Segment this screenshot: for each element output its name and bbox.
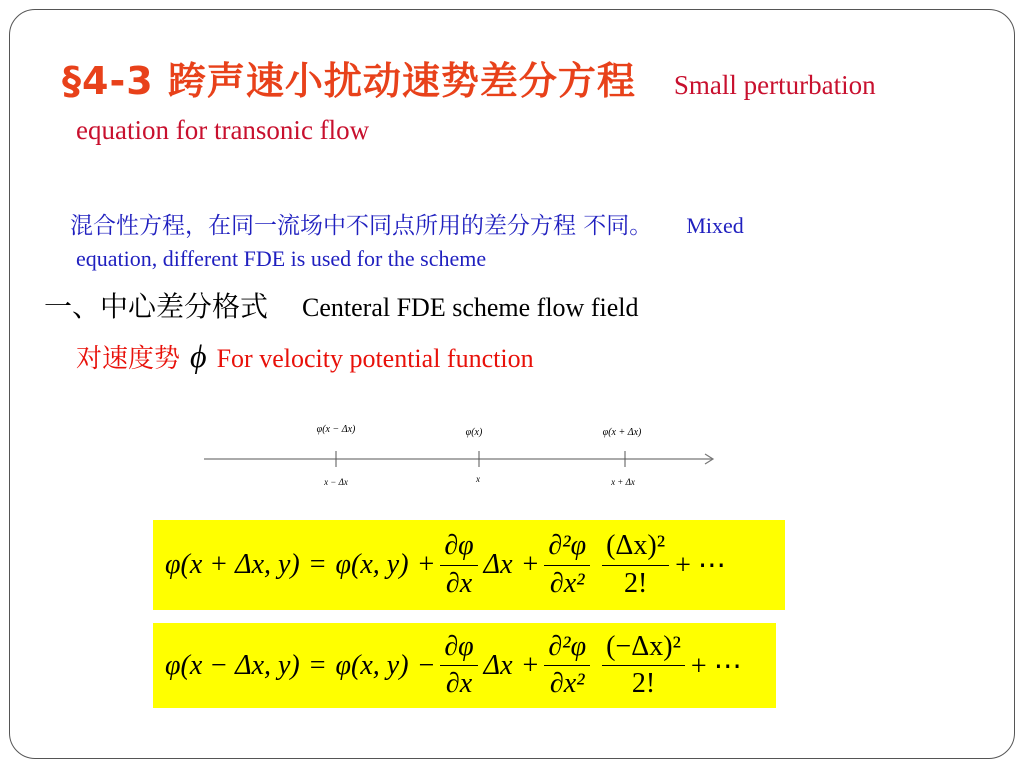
eq2-tail: + ⋯ xyxy=(690,650,742,682)
mixed-chinese: 混合性方程，在同一流场中不同点所用的差分方程 不同。 xyxy=(70,213,653,239)
title-chinese: §4-3 跨声速小扰动速势差分方程 xyxy=(62,59,636,103)
label-x-left: x − Δx xyxy=(324,477,348,487)
eq1-first-derivative xyxy=(440,530,477,599)
title-english-line2: equation for transonic flow xyxy=(76,115,370,145)
eq2-frac2-den: ∂x² xyxy=(549,668,585,699)
label-phi-left: φ(x − Δx) xyxy=(316,424,356,435)
eq2-second-derivative xyxy=(544,631,590,700)
eq1-frac2-num: ∂²φ xyxy=(544,530,590,565)
eq2-frac3-den: 2! xyxy=(631,668,656,699)
eq1-lhs: φ(x + Δx, y) xyxy=(165,549,300,580)
eq1-frac1-num: ∂φ xyxy=(440,530,477,565)
velocity-potential-line xyxy=(76,338,534,375)
label-phi-right: φ(x + Δx) xyxy=(602,427,642,438)
eq2-frac1-den: ∂x xyxy=(445,668,473,699)
eq1-frac1-den: ∂x xyxy=(445,567,473,599)
slide-title xyxy=(62,50,876,105)
eq2-frac2-num: ∂²φ xyxy=(544,631,590,666)
eq1-tail: + ⋯ xyxy=(675,550,726,581)
taylor-expansion-forward xyxy=(153,520,785,610)
central-english: Centeral FDE scheme flow field xyxy=(302,293,639,322)
eq1-factorial-term xyxy=(602,530,669,599)
eq2-term0: φ(x, y) xyxy=(335,649,409,681)
grid-diagram xyxy=(200,418,720,493)
eq1-second-derivative xyxy=(544,530,590,599)
taylor-expansion-backward xyxy=(153,623,776,708)
eq1-term0: φ(x, y) xyxy=(335,549,409,580)
eq2-lhs: φ(x − Δx, y) xyxy=(165,649,300,681)
label-x-center: x xyxy=(476,474,480,484)
mixed-equation-note xyxy=(70,207,744,240)
label-phi-center: φ(x) xyxy=(465,427,483,438)
eq2-delta: Δx xyxy=(483,649,513,681)
eq2-factorial-term xyxy=(602,631,685,700)
mixed-english-line1: Mixed xyxy=(686,213,744,238)
eq1-frac2-den: ∂x² xyxy=(549,567,585,599)
label-x-right: x + Δx xyxy=(611,477,635,487)
eq2-first-derivative xyxy=(440,631,477,700)
eq1-delta: Δx xyxy=(483,549,513,580)
velocity-chinese: 对速度势 xyxy=(76,344,181,374)
velocity-english: For velocity potential function xyxy=(216,344,534,373)
mixed-english-line2: equation, different FDE is used for the scheme xyxy=(76,246,487,271)
central-scheme-heading xyxy=(44,285,638,325)
central-chinese: 一、中心差分格式 xyxy=(44,290,269,323)
eq1-frac3-den: 2! xyxy=(623,567,648,599)
eq2-frac1-num: ∂φ xyxy=(440,631,477,666)
eq1-frac3-num: (Δx)² xyxy=(602,530,669,565)
eq2-op2: + xyxy=(522,649,539,681)
title-english-line1: Small perturbation xyxy=(673,70,876,100)
eq1-op1: + xyxy=(418,549,435,580)
eq1-op2: + xyxy=(522,549,539,580)
eq1-equals: = xyxy=(309,549,326,580)
phi-symbol: ϕ xyxy=(190,338,207,374)
eq2-equals: = xyxy=(309,649,326,681)
eq2-op1: − xyxy=(418,649,435,681)
eq2-frac3-num: (−Δx)² xyxy=(602,631,685,666)
